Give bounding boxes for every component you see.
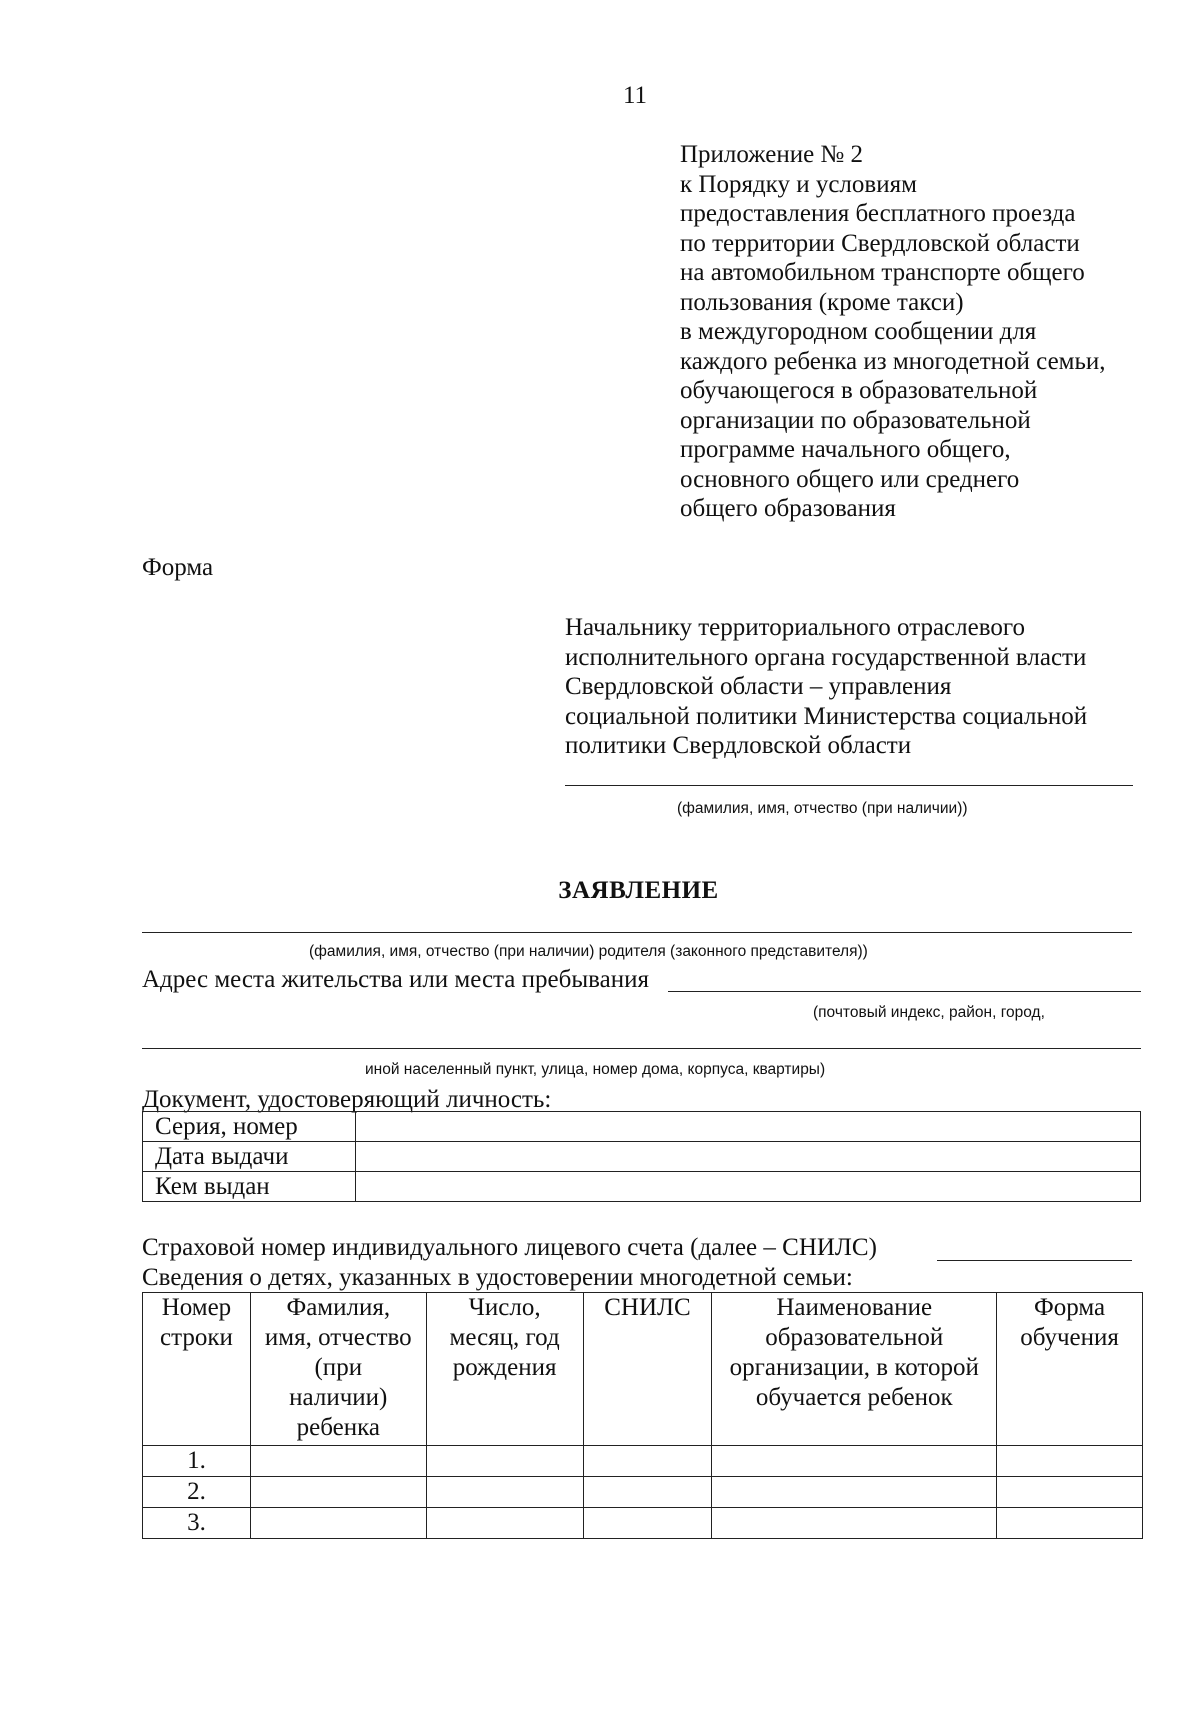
snils-cell[interactable] [583, 1508, 712, 1539]
study-form-cell[interactable] [997, 1477, 1143, 1508]
addressee-name-hint: (фамилия, имя, отчество (при наличии)) [677, 800, 968, 817]
row-number: 3. [143, 1508, 251, 1539]
birth-date-cell[interactable] [426, 1477, 583, 1508]
table-row [143, 1112, 1141, 1142]
appendix-line: в междугородном сообщении для [680, 318, 1037, 345]
snils-field[interactable] [937, 1260, 1132, 1261]
addressee-line: Начальнику территориального отраслевого [565, 614, 1025, 641]
appendix-line: программе начального общего, [680, 436, 1011, 463]
address-hint-1: (почтовый индекс, район, город, [813, 1004, 1045, 1021]
appendix-line: основного общего или среднего [680, 465, 1020, 493]
applicant-name-field[interactable] [142, 932, 1132, 933]
addressee-line: социальной политики Министерства социальной [565, 702, 1088, 730]
identity-value-cell[interactable] [355, 1142, 1140, 1172]
appendix-line: организации по образовательной [680, 406, 1031, 434]
identity-table [142, 1111, 1141, 1202]
row-number: 1. [143, 1446, 251, 1477]
appendix-line: Приложение № 2 [680, 141, 864, 168]
appendix-note [680, 140, 1106, 524]
addressee-block [565, 613, 1087, 761]
column-header-school: Наименование образовательной организации, в которой обучается ребенок [712, 1293, 997, 1446]
table-row [143, 1142, 1141, 1172]
child-name-cell[interactable] [250, 1477, 426, 1508]
birth-date-cell[interactable] [426, 1446, 583, 1477]
appendix-line: обучающегося в образовательной [680, 377, 1038, 404]
appendix-line: общего образования [680, 495, 896, 522]
study-form-cell[interactable] [997, 1446, 1143, 1477]
column-header-study-form: Форма обучения [997, 1293, 1143, 1446]
table-row [143, 1508, 1143, 1539]
appendix-line: предоставления бесплатного проезда [680, 200, 1076, 227]
page-number: 11 [622, 82, 648, 109]
school-cell[interactable] [712, 1508, 997, 1539]
identity-row-label: Кем выдан [143, 1172, 356, 1202]
snils-cell[interactable] [583, 1446, 712, 1477]
appendix-line: каждого ребенка из многодетной семьи, [680, 347, 1106, 375]
identity-row-label: Дата выдачи [143, 1142, 356, 1172]
column-header-row-number: Номер строки [143, 1293, 251, 1446]
addressee-line: исполнительного органа государственной власти [565, 643, 1087, 671]
birth-date-cell[interactable] [426, 1508, 583, 1539]
identity-heading: Документ, удостоверяющий личность: [142, 1086, 552, 1113]
child-name-cell[interactable] [250, 1508, 426, 1539]
identity-value-cell[interactable] [355, 1112, 1140, 1142]
column-header-snils: СНИЛС [583, 1293, 712, 1446]
form-label: Форма [142, 554, 214, 581]
snils-cell[interactable] [583, 1477, 712, 1508]
addressee-line: Свердловской области – управления [565, 673, 952, 700]
appendix-line: по территории Свердловской области [680, 229, 1080, 257]
table-row [143, 1172, 1141, 1202]
school-cell[interactable] [712, 1477, 997, 1508]
child-name-cell[interactable] [250, 1446, 426, 1477]
address-hint-2: иной населенный пункт, улица, номер дома, корпуса, квартиры) [365, 1061, 826, 1078]
appendix-line: к Порядку и условиям [680, 170, 917, 198]
identity-value-cell[interactable] [355, 1172, 1140, 1202]
snils-label: Страховой номер индивидуального лицевого счета (далее – СНИЛС) [142, 1234, 877, 1261]
table-row [143, 1446, 1143, 1477]
children-heading: Сведения о детях, указанных в удостоверении многодетной семьи: [142, 1264, 853, 1291]
study-form-cell[interactable] [997, 1508, 1143, 1539]
appendix-line: на автомобильном транспорте общего [680, 259, 1085, 286]
column-header-child-name: Фамилия, имя, отчество (при наличии) ребенка [250, 1293, 426, 1446]
children-table [142, 1292, 1143, 1539]
table-header-row [143, 1293, 1143, 1446]
applicant-name-hint: (фамилия, имя, отчество (при наличии) родителя (законного представителя)) [309, 943, 868, 960]
identity-row-label: Серия, номер [143, 1112, 356, 1142]
address-field-1[interactable] [668, 991, 1141, 992]
row-number: 2. [143, 1477, 251, 1508]
addressee-name-field[interactable] [565, 785, 1133, 786]
address-field-2[interactable] [142, 1048, 1141, 1049]
column-header-birth-date: Число, месяц, год рождения [426, 1293, 583, 1446]
appendix-line: пользования (кроме такси) [680, 288, 964, 316]
address-label: Адрес места жительства или места пребывания [142, 966, 649, 993]
table-row [143, 1477, 1143, 1508]
document-title: ЗАЯВЛЕНИЕ [558, 877, 719, 904]
addressee-line: политики Свердловской области [565, 732, 912, 759]
school-cell[interactable] [712, 1446, 997, 1477]
